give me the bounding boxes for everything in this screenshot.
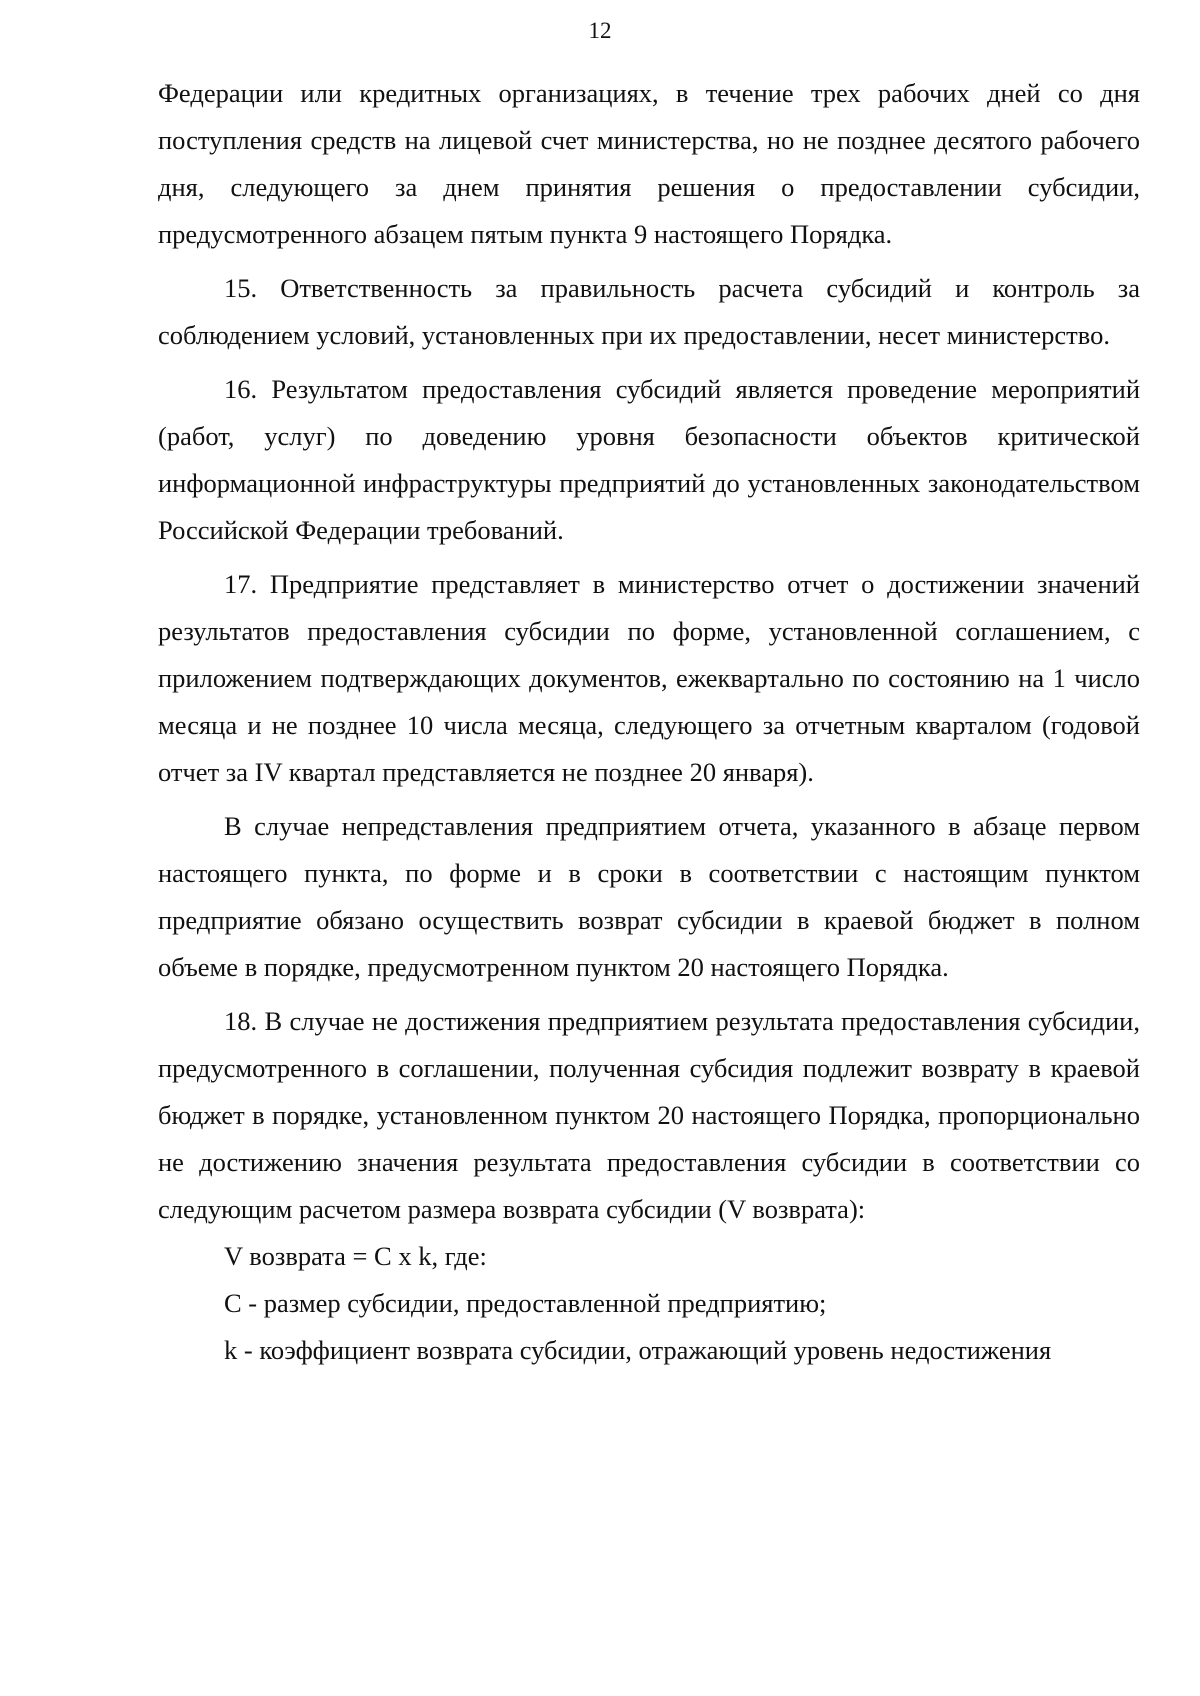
paragraph-continuation: Федерации или кредитных организациях, в течение трех рабочих дней со дня поступления средств на лицевой счет министерства, но не позднее десятого рабочего дня, следующего за днем принятия решения о предоставлении субсидии, предусмотренного абзацем пятым пункта 9 настоящего Порядка. bbox=[158, 78, 1140, 249]
paragraph-17-non-submission: В случае непредставления предприятием отчета, указанного в абзаце первом настоящего пункта, по форме и в сроки в соответствии с настоящим пунктом предприятие обязано осуществить возврат субсидии в краевой бюджет в полном объеме в порядке, предусмотренном пунктом 20 настоящего Порядка. bbox=[158, 811, 1140, 982]
definition-k: k - коэффициент возврата субсидии, отражающий уровень недостижения bbox=[224, 1335, 1052, 1365]
definition-c: C - размер субсидии, предоставленной предприятию; bbox=[224, 1288, 827, 1318]
document-body bbox=[158, 70, 1140, 1374]
paragraph-17: 17. Предприятие представляет в министерство отчет о достижении значений результатов предоставления субсидии по форме, установленной соглашением, с приложением подтверждающих документов, ежеквартально по состоянию на 1 число месяца и не позднее 10 числа месяца, следующего за отчетным кварталом (годовой отчет за IV квартал представляется не позднее 20 января). bbox=[158, 569, 1140, 787]
paragraph-18: 18. В случае не достижения предприятием результата предоставления субсидии, предусмотренного в соглашении, полученная субсидия подлежит возврату в краевой бюджет в порядке, установленном пунктом 20 настоящего Порядка, пропорционально не достижению значения результата предоставления субсидии в соответствии со следующим расчетом размера возврата субсидии (V возврата): bbox=[158, 1006, 1140, 1224]
page-number: 12 bbox=[588, 18, 612, 43]
paragraph-16: 16. Результатом предоставления субсидий является проведение мероприятий (работ, услуг) по доведению уровня безопасности объектов критической информационной инфраструктуры предприятий до установленных законодательством Российской Федерации требований. bbox=[158, 374, 1140, 545]
paragraph-15: 15. Ответственность за правильность расчета субсидий и контроль за соблюдением условий, установленных при их предоставлении, несет министерство. bbox=[158, 273, 1140, 350]
formula-v-return: V возврата = C x k, где: bbox=[224, 1241, 487, 1271]
